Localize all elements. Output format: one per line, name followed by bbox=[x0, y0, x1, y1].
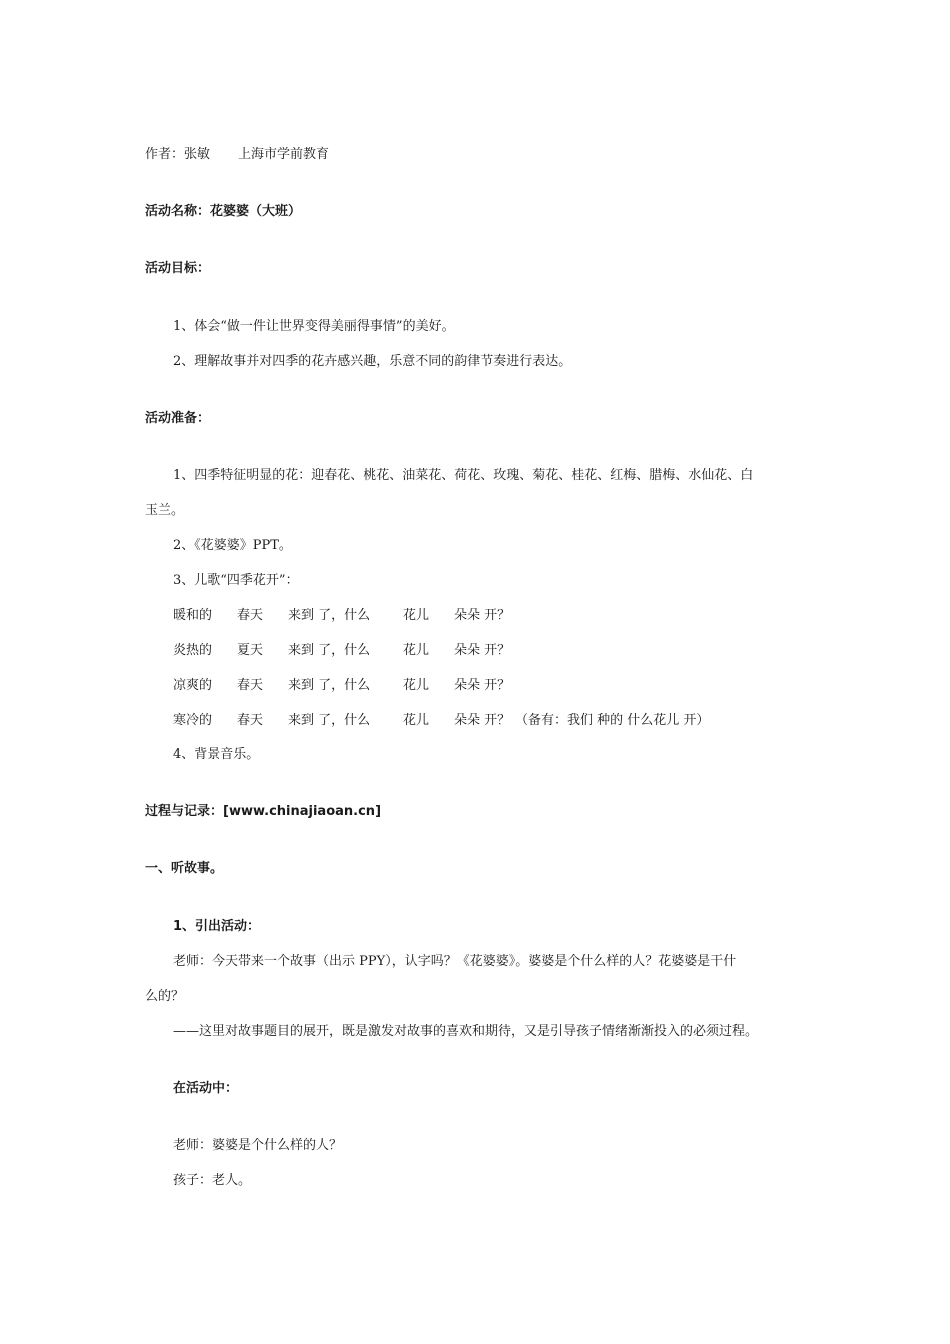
song-cell: 夏天 bbox=[237, 643, 264, 658]
dialog-line-2: 孩子：老人。 bbox=[173, 1173, 252, 1188]
song-cell: 炎热的 bbox=[173, 643, 213, 658]
author-org: 上海市学前教育 bbox=[238, 147, 330, 162]
song-cell: 来到 了，什么 bbox=[288, 678, 371, 693]
teaching-note: ——这里对故事题目的展开，既是激发对故事的喜欢和期待，又是引导孩子情绪渐渐投入的必须过程。 bbox=[173, 1024, 759, 1039]
prep-item-4: 4、背景音乐。 bbox=[173, 747, 260, 762]
prep-item-1-line-1: 1、四季特征明显的花：迎春花、桃花、油菜花、荷花、玫瑰、菊花、桂花、红梅、腊梅、水仙花、白 bbox=[173, 468, 754, 483]
song-cell: 寒冷的 bbox=[173, 713, 213, 728]
in-activity-heading: 在活动中： bbox=[173, 1081, 239, 1096]
process-heading: 过程与记录：[www.chinajiaoan.cn] bbox=[145, 804, 382, 819]
teacher-line-1: 老师：今天带来一个故事（出示 PPY），认字吗？《花婆婆》。婆婆是个什么样的人？花婆婆是干什 bbox=[173, 954, 737, 969]
prep-item-1-line-2: 玉兰。 bbox=[145, 503, 185, 518]
prep-item-2: 2、《花婆婆》PPT。 bbox=[173, 538, 292, 553]
song-cell: 来到 了，什么 bbox=[288, 713, 371, 728]
subsection-1-title: 1、引出活动： bbox=[173, 919, 261, 934]
song-cell: 凉爽的 bbox=[173, 678, 213, 693]
song-cell: 朵朵 开？ bbox=[454, 678, 511, 693]
goals-heading: 活动目标： bbox=[145, 261, 211, 276]
song-note: （备有：我们 种的 什么花儿 开） bbox=[515, 713, 710, 728]
song-cell: 朵朵 开？ bbox=[454, 713, 511, 728]
dialog-line-1: 老师：婆婆是个什么样的人？ bbox=[173, 1138, 343, 1153]
goal-item-1: 1、体会“做一件让世界变得美丽得事情”的美好。 bbox=[173, 319, 455, 334]
song-cell: 春天 bbox=[237, 608, 264, 623]
song-cell: 花儿 bbox=[403, 713, 430, 728]
song-cell: 花儿 bbox=[403, 678, 430, 693]
section-1-title: 一、听故事。 bbox=[145, 861, 224, 876]
goal-item-2: 2、理解故事并对四季的花卉感兴趣，乐意不同的韵律节奏进行表达。 bbox=[173, 354, 572, 369]
prep-item-3: 3、儿歌“四季花开”： bbox=[173, 573, 299, 588]
teacher-line-2: 么的？ bbox=[145, 989, 185, 1004]
preparation-heading: 活动准备： bbox=[145, 411, 211, 426]
activity-name: 活动名称：花婆婆（大班） bbox=[145, 204, 302, 219]
song-cell: 春天 bbox=[237, 713, 264, 728]
song-cell: 朵朵 开？ bbox=[454, 608, 511, 623]
song-cell: 花儿 bbox=[403, 608, 430, 623]
author-label: 作者：张敏 bbox=[145, 147, 211, 162]
song-cell: 春天 bbox=[237, 678, 264, 693]
song-cell: 花儿 bbox=[403, 643, 430, 658]
song-cell: 来到 了，什么 bbox=[288, 643, 371, 658]
song-cell: 来到 了，什么 bbox=[288, 608, 371, 623]
song-cell: 朵朵 开？ bbox=[454, 643, 511, 658]
song-cell: 暖和的 bbox=[173, 608, 213, 623]
